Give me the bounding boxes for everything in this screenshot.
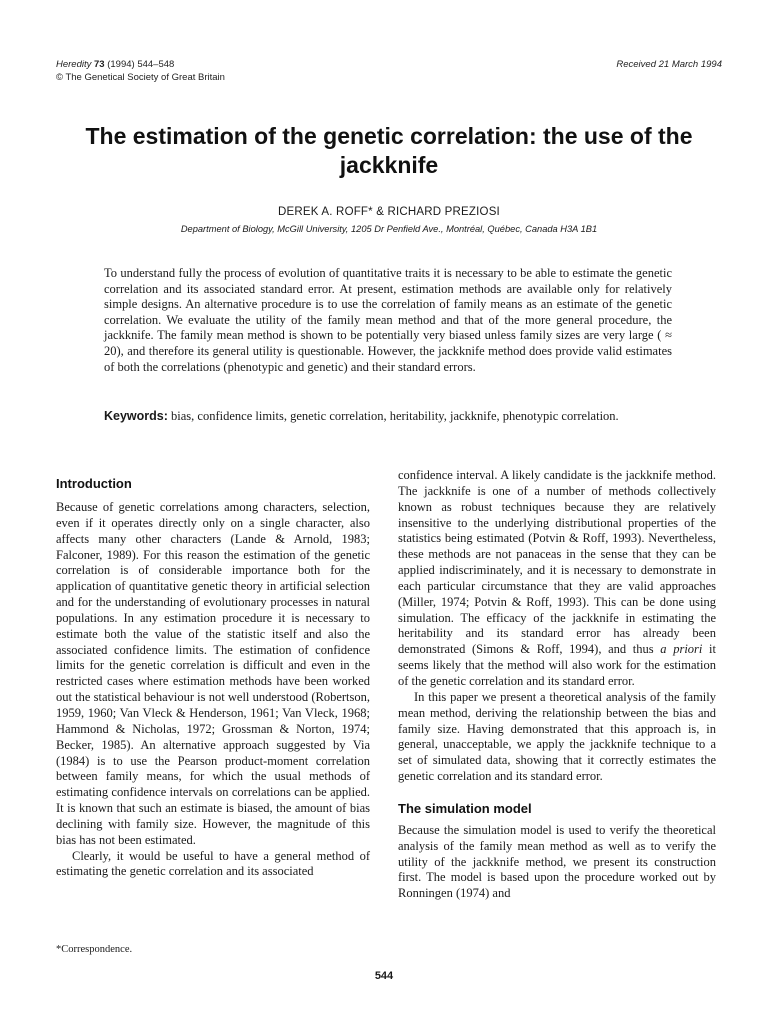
simulation-model-paragraph: Because the simulation model is used to verify the theoretical analysis of the family mean method as well as to verify the utility of the jackknife method, we present its construction first. The model is based upon the procedure worked out by Ronningen (1974) and <box>398 822 716 901</box>
introduction-continued-paragraph <box>398 468 716 690</box>
introduction-heading: Introduction <box>56 476 132 491</box>
abstract: To understand fully the process of evolution of quantitative traits it is necessary to be able to estimate the genetic correlation and its associated standard error. At present, estimation methods are available only for relatively simple designs. An alternative procedure is to use the correlation of family means as an estimate of the genetic correlation. We evaluate the utility of the family mean method and that of the more general procedure, the jackknife. The family mean method is shown to be potentially very biased unless family sizes are very large ( ≈ 20), and therefore its general utility is questionable. However, the jackknife method does provide valid estimates of both the correlations (phenotypic and genetic) and their standard errors. <box>104 266 672 374</box>
society-copyright: © The Genetical Society of Great Britain <box>56 72 225 83</box>
introduction-paragraph-1: Because of genetic correlations among characters, selection, even if it operates directly only on a single character, also affects many other characters (Lande & Arnold, 1983; Falconer, 1989). For this reason the estimation of the genetic correlation is of considerable importance both for the application of quantitative genetic theory in artificial selection and for the understanding of evolutionary processes in natural populations. In any estimation procedure it is necessary to estimate both the value of the statistic itself and also the associated confidence limits. The estimation of confidence limits for the genetic correlation is difficult and even in the restricted cases where estimation methods have been worked out the statistical behaviour is not well understood (Robertson, 1959, 1960; Van Vleck & Henderson, 1961; Van Vleck, 1968; Hammond & Nicholas, 1972; Grossman & Norton, 1974; Becker, 1985). An alternative approach suggested by Via (1984) is to use the Pearson product-moment correlation between family means, for which the usual methods of estimating confidence intervals on correlations can be applied. It is known that such an estimate is biased, the amount of bias declining with family size. However, the magnitude of this bias has not been estimated. <box>56 500 370 847</box>
continued-text-b: it seems likely that the method will also work for the estimation of the genetic correlation and its standard error. <box>398 642 716 688</box>
author-affiliation: Department of Biology, McGill University, 1205 Dr Penfield Ave., Montréal, Québec, Canada H3A 1B1 <box>180 224 598 234</box>
article-title: The estimation of the genetic correlation: the use of the jackknife <box>85 123 693 178</box>
received-date: Received 21 March 1994 <box>616 59 722 70</box>
keywords-text: bias, confidence limits, genetic correlation, heritability, jackknife, phenotypic correlation. <box>167 409 619 423</box>
journal-name: Heredity <box>56 59 92 70</box>
introduction-paragraph-2: Clearly, it would be useful to have a general method of estimating the genetic correlation and its associated <box>56 848 370 879</box>
correspondence-footnote: *Correspondence. <box>56 944 133 955</box>
simulation-model-heading: The simulation model <box>398 800 532 816</box>
keywords-label: Keywords: <box>104 409 168 423</box>
keywords <box>104 409 672 425</box>
citation-block <box>56 58 225 84</box>
left-column <box>56 476 370 880</box>
author-list: DEREK A. ROFF* & RICHARD PREZIOSI <box>278 206 500 218</box>
right-column <box>398 468 716 902</box>
journal-issue-pages: (1994) 544–548 <box>107 59 175 70</box>
this-paper-paragraph: In this paper we present a theoretical analysis of the family mean method, deriving the relationship between the bias and family size. Having demonstrated that this approach is, in general, unacceptable, we apply the jackknife technique to a set of simulated data, showing that it correctly estimates the genetic correlation and its standard error. <box>398 689 716 784</box>
continued-text-a: confidence interval. A likely candidate is the jackknife method. The jackknife is one of a number of methods collectively known as robust techniques because they are relatively insensitive to the underlying distributional properties of the statistics being estimated (Potvin & Roff, 1993). Nevertheless, these methods are not panaceas in the sense that they can be applied indiscriminately, and it is necessary to demonstrate in each particular circumstance that they are valid approaches (Miller, 1974; Potvin & Roff, 1993). This can be done using simulation. The efficacy of the jackknife in estimating the heritability and its standard error has already been demonstrated (Simons & Roff, 1994), and thus <box>398 468 716 657</box>
a-priori-italic: a priori <box>660 642 703 657</box>
journal-citation <box>56 58 225 71</box>
journal-volume: 73 <box>94 59 105 70</box>
page-number: 544 <box>374 970 394 982</box>
